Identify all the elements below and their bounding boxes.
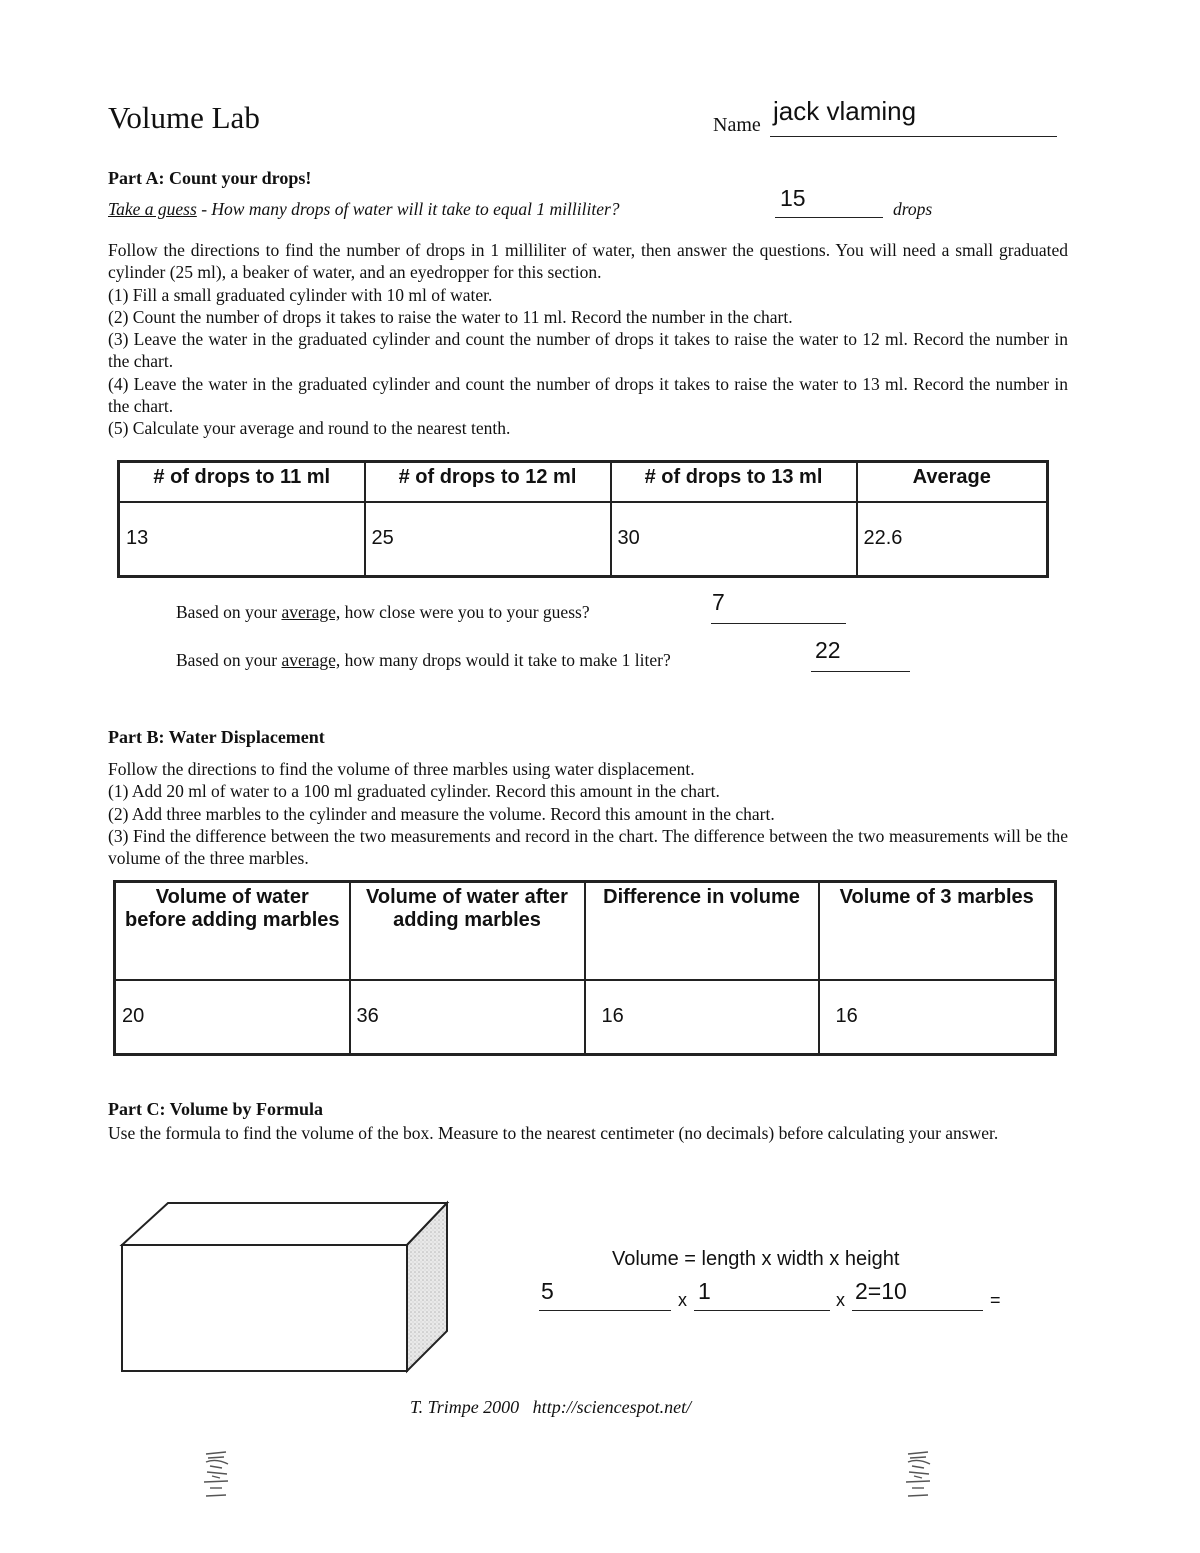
q1-line <box>711 623 846 624</box>
guess-question <box>108 199 620 220</box>
height-line <box>852 1310 983 1311</box>
part-a-instructions <box>108 239 1068 440</box>
length-value[interactable]: 5 <box>541 1278 554 1304</box>
drops-header-11ml: # of drops to 11 ml <box>119 462 365 502</box>
guess-link: Take a guess <box>108 199 197 219</box>
marbles-volume-value[interactable]: 16 <box>819 980 1056 1055</box>
header-volume-before: Volume of water before adding marbles <box>115 882 350 980</box>
question-drops-per-liter <box>176 650 671 671</box>
b-instruction-step-3: (3) Find the difference between the two measurements and record in the chart. The difference between the two measurements will be the volume of the three marbles. <box>108 825 1068 869</box>
displacement-table <box>113 880 1057 1056</box>
q1-average-link: average, <box>281 602 341 622</box>
drops-header-13ml: # of drops to 13 ml <box>611 462 857 502</box>
part-c-instructions: Use the formula to find the volume of the box. Measure to the nearest centimeter (no decimals) before calculating your answer. <box>108 1123 999 1143</box>
b-instruction-intro: Follow the directions to find the volume of three marbles using water displacement. <box>108 759 695 779</box>
guess-answer[interactable]: 15 <box>780 185 806 211</box>
part-b-heading: Part B: Water Displacement <box>108 727 325 747</box>
width-value[interactable]: 1 <box>698 1278 711 1304</box>
times-sign-2: x <box>836 1290 845 1310</box>
instruction-step-3: (3) Leave the water in the graduated cylinder and count the number of drops it takes to raise the water to 12 ml. Record the number in the chart. <box>108 329 1068 372</box>
scientist-logo-icon-right <box>900 1448 938 1503</box>
volume-before-value[interactable]: 20 <box>115 980 350 1055</box>
question-guess-closeness <box>176 602 590 623</box>
name-field[interactable]: jack vlaming <box>773 96 917 126</box>
drops-average-value[interactable]: 22.6 <box>857 502 1048 577</box>
q2-prefix: Based on your <box>176 650 282 670</box>
box-illustration <box>110 1195 455 1375</box>
guess-unit: drops <box>893 199 933 219</box>
instruction-intro: Follow the directions to find the number of drops in 1 milliliter of water, then answer the questions. You will need a small graduated cylinder (25 ml), a beaker of water, and an eyedropper for this section. <box>108 240 1068 283</box>
volume-formula: Volume = length x width x height <box>612 1248 900 1270</box>
drops-13ml-value[interactable]: 30 <box>611 502 857 577</box>
difference-value[interactable]: 16 <box>585 980 819 1055</box>
q1-suffix: how close were you to your guess? <box>340 602 590 622</box>
name-label: Name <box>713 114 761 136</box>
drops-table <box>117 460 1049 578</box>
instruction-step-5: (5) Calculate your average and round to the nearest tenth. <box>108 418 511 439</box>
height-value[interactable]: 2=10 <box>855 1278 907 1304</box>
length-line <box>539 1310 671 1311</box>
scientist-logo-icon <box>198 1448 236 1503</box>
header-volume-after: Volume of water after adding marbles <box>350 882 585 980</box>
equals-sign: = <box>990 1290 1001 1310</box>
q1-prefix: Based on your <box>176 602 282 622</box>
instruction-step-4: (4) Leave the water in the graduated cylinder and count the number of drops it takes to raise the water to 13 ml. Record the number in the chart. <box>108 373 1068 417</box>
header-marbles-volume: Volume of 3 marbles <box>819 882 1056 980</box>
drops-11ml-value[interactable]: 13 <box>119 502 365 577</box>
guess-line <box>775 217 883 218</box>
page-title: Volume Lab <box>108 100 260 135</box>
drops-12ml-value[interactable]: 25 <box>365 502 611 577</box>
q2-suffix: how many drops would it take to make 1 liter? <box>340 650 671 670</box>
instruction-step-1: (1) Fill a small graduated cylinder with 10 ml of water. <box>108 284 493 305</box>
instruction-step-2: (2) Count the number of drops it takes to raise the water to 11 ml. Record the number in the chart. <box>108 306 793 327</box>
part-a-heading: Part A: Count your drops! <box>108 168 312 188</box>
part-c-heading: Part C: Volume by Formula <box>108 1099 323 1119</box>
drops-header-average: Average <box>857 462 1048 502</box>
part-b-instructions <box>108 758 1068 869</box>
header-difference: Difference in volume <box>585 882 819 980</box>
q2-line <box>811 671 910 672</box>
drops-header-12ml: # of drops to 12 ml <box>365 462 611 502</box>
q2-answer[interactable]: 22 <box>815 637 841 663</box>
b-instruction-step-2: (2) Add three marbles to the cylinder and measure the volume. Record this amount in the chart. <box>108 803 775 824</box>
volume-after-value[interactable]: 36 <box>350 980 585 1055</box>
width-line <box>694 1310 830 1311</box>
guess-question-text: - How many drops of water will it take to equal 1 milliliter? <box>196 199 620 219</box>
footer-credit: T. Trimpe 2000 http://sciencespot.net/ <box>410 1397 692 1417</box>
q2-average-link: average, <box>281 650 341 670</box>
times-sign-1: x <box>678 1290 687 1310</box>
q1-answer[interactable]: 7 <box>712 589 725 615</box>
b-instruction-step-1: (1) Add 20 ml of water to a 100 ml graduated cylinder. Record this amount in the chart. <box>108 781 720 802</box>
name-line <box>770 136 1057 137</box>
